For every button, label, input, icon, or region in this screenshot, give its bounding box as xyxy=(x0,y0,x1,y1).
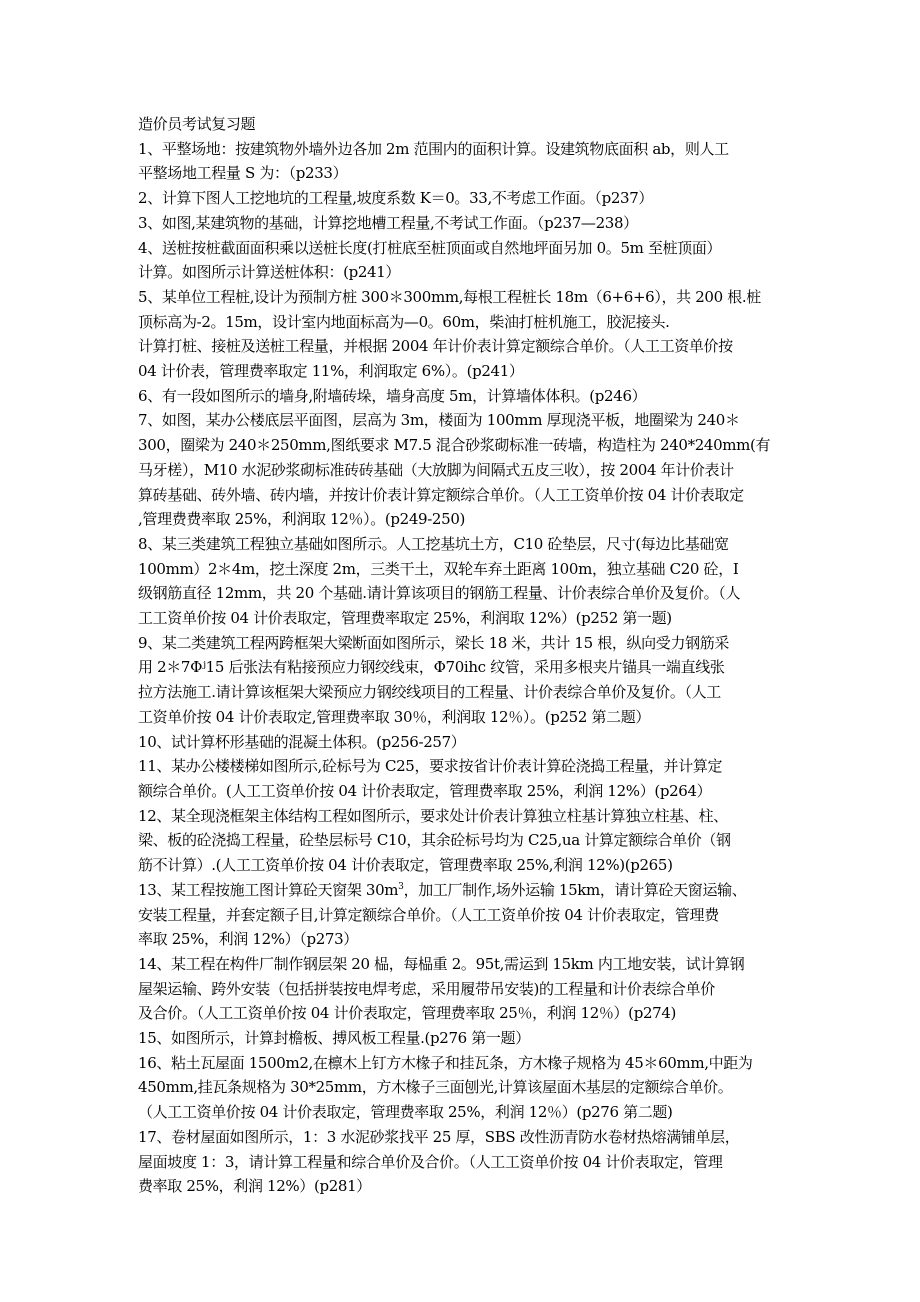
text-line: 4、送桩按桩截面面积乘以送桩长度(打桩底至桩顶面或自然地坪面另加 0。5m 至桩顶面） xyxy=(138,238,722,257)
text-line: 计算打桩、接桩及送桩工程量，并根据 2004 年计价表计算定额综合单价。（人工工资单价按 xyxy=(138,337,733,356)
text-line: 顶标高为-2。15m，设计室内地面标高为—0。60m，柴油打桩机施工，胶泥接头. xyxy=(138,312,670,331)
text-line: 450mm,挂瓦条规格为 30*25mm，方木椽子三面刨光,计算该屋面木基层的定额综合单价。 xyxy=(138,1078,733,1097)
text-line-with-superscript xyxy=(138,878,786,903)
text-line: 04 计价表，管理费率取定 11%，利润取定 6%）。(p241） xyxy=(138,362,524,381)
text-line: 屋面坡度 1：3，请计算工程量和综合单价及合价。（人工工资单价按 04 计价表取定，管理 xyxy=(138,1152,723,1171)
text-line: 筋不计算）.(人工工资单价按 04 计价表取定，管理费率取 25%,利润 12%)(p265) xyxy=(138,856,673,875)
text-line: 算砖基础、砖外墙、砖内墙，并按计价表计算定额综合单价。（人工工资单价按 04 计价表取定 xyxy=(138,485,744,504)
text-line: 马牙槎），M10 水泥砂浆砌标准砖砖基础（大放脚为间隔式五皮三收），按 2004 年计价表计 xyxy=(138,460,734,479)
text-line: （人工工资单价按 04 计价表取定，管理费率取 25%，利润 12％）(p276 第二题) xyxy=(138,1103,673,1122)
text-line: 2、计算下图人工挖地坑的工程量,坡度系数 K＝0。33,不考虑工作面。（p237） xyxy=(138,189,654,208)
text-line: 10、试计算杯形基础的混凝土体积。(p256-257） xyxy=(138,732,466,751)
text-line: 1、平整场地：按建筑物外墙外边各加 2m 范围内的面积计算。设建筑物底面积 ab，则人工 xyxy=(138,139,729,158)
text-line: 5、某单位工程桩,设计为预制方桩 300＊300mm,每根工程桩长 18m（6+6+6），共 200 根.桩 xyxy=(138,287,761,306)
text-segment: 13、某工程按施工图计算砼天窗架 30m xyxy=(138,880,399,899)
text-line: 屋架运输、跨外安装（包括拼装按电焊考虑，采用履带吊安装)的工程量和计价表综合单价 xyxy=(138,979,715,998)
text-line: 安装工程量，并套定额子目,计算定额综合单价。（人工工资单价按 04 计价表取定，管理费 xyxy=(138,905,719,924)
text-line: 16、粘土瓦屋面 1500m2,在檩木上钉方木椽子和挂瓦条，方木椽子规格为 45＊60mm,中距为 xyxy=(138,1053,753,1072)
text-line: 300，圈梁为 240＊250mm,图纸要求 M7.5 混合砂浆砌标准一砖墙，构造柱为 240*240mm(有 xyxy=(138,436,771,455)
document-title: 造价员考试复习题 xyxy=(138,115,256,133)
text-line: 17、卷材屋面如图所示，1：3 水泥砂浆找平 25 厚，SBS 改性沥青防水卷材热熔满铺单层， xyxy=(138,1127,740,1146)
text-line: 15、如图所示，计算封檐板、搏风板工程量.(p276 第一题） xyxy=(138,1029,530,1048)
text-line: 费率取 25%，利润 12%）(p281） xyxy=(138,1177,371,1196)
text-line: 3、如图,某建筑物的基础，计算挖地槽工程量,不考试工作面。（p237—238） xyxy=(138,213,638,232)
text-line: 工工资单价按 04 计价表取定，管理费率取定 25%，利润取 12%）(p252 第一题) xyxy=(138,609,672,628)
text-line: ,管理费费率取 25%，利润取 12％）。(p249-250) xyxy=(138,510,466,529)
text-line: 7、如图，某办公楼底层平面图，层高为 3m，楼面为 100mm 厚现浇平板，地圈梁为 240＊ xyxy=(138,411,740,430)
text-line: 拉方法施工.请计算该框架大梁预应力钢绞线项目的工程量、计价表综合单价及复价。（人工 xyxy=(138,683,721,702)
text-line: 11、某办公楼楼梯如图所示,砼标号为 C25，要求按省计价表计算砼浇捣工程量，并计算定 xyxy=(138,757,723,776)
text-line: 100mm）2＊4m，挖土深度 2m，三类干土，双轮车弃土距离 100m，独立基础 C20 砼，Ⅰ xyxy=(138,559,739,578)
text-segment: ，加工厂制作,场外运输 15km，请计算砼天窗运输、 xyxy=(403,880,747,899)
text-line: 额综合单价。(人工工资单价按 04 计价表取定，管理费率取 25%，利润 12%）(p264） xyxy=(138,781,712,800)
superscript: 3 xyxy=(398,881,404,892)
text-line: 14、某工程在构件厂制作钢层架 20 榀，每榀重 2。95t,需运到 15km 内工地安装，试计算钢 xyxy=(138,954,745,973)
text-line: 计算。如图所示计算送桩体积：(p241） xyxy=(138,263,401,282)
text-line: 8、某三类建筑工程独立基础如图所示。人工挖基坑土方，C10 砼垫层，尺寸(每边比基础宽 xyxy=(138,534,729,553)
text-line: 梁、板的砼浇捣工程量，砼垫层标号 C10，其余砼标号均为 C25,ua 计算定额综合单价（钢 xyxy=(138,831,731,850)
text-line: 平整场地工程量 S 为：（p233） xyxy=(138,164,348,183)
text-line: 6、有一段如图所示的墙身,附墙砖垛，墙身高度 5m，计算墙体体积。(p246） xyxy=(138,386,647,405)
text-line: 及合价。（人工工资单价按 04 计价表取定，管理费率取 25％，利润 12％）(p274) xyxy=(138,1004,677,1023)
text-line: 工资单价按 04 计价表取定,管理费率取 30％，利润取 12％）。(p252 第二题） xyxy=(138,707,651,726)
text-line: 9、某二类建筑工程两跨框架大梁断面如图所示，梁长 18 米，共计 15 根，纵向受力钢筋采 xyxy=(138,633,730,652)
text-line: 12、某全现浇框架主体结构工程如图所示，要求处计价表计算独立柱基计算独立柱基、柱、 xyxy=(138,806,728,825)
text-line: 率取 25%，利润 12%）（p273） xyxy=(138,930,358,949)
text-line: 用 2＊7Φʲ15 后张法有粘接预应力钢绞线束，Φ70ihc 纹管，采用多根夹片锚具一端直线张 xyxy=(138,658,725,677)
text-line: 级钢筋直径 12mm，共 20 个基础.请计算该项目的钢筋工程量、计价表综合单价及复价。（人 xyxy=(138,584,741,603)
document-page xyxy=(138,112,786,1199)
